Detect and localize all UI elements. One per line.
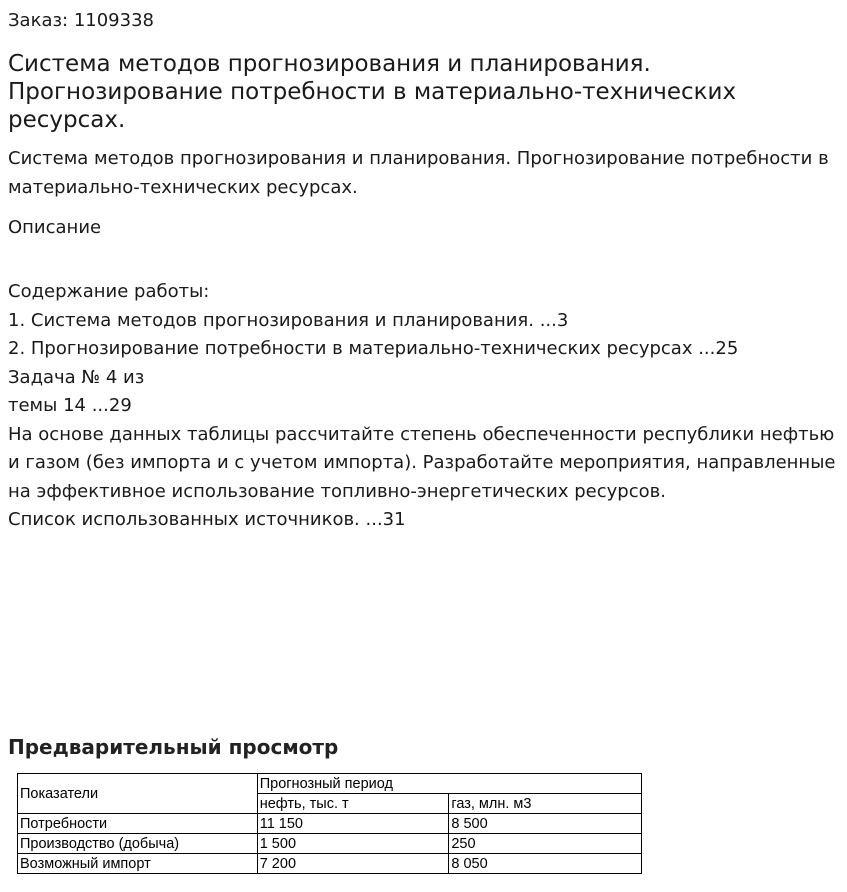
table-row bbox=[18, 814, 642, 834]
content-line: 2. Прогнозирование потребности в материально-технических ресурсах ...25 bbox=[8, 338, 739, 359]
content-line: Содержание работы: bbox=[8, 281, 210, 302]
row-gas-value: 250 bbox=[449, 834, 642, 854]
preview-heading: Предварительный просмотр bbox=[8, 735, 339, 759]
row-oil-value: 7 200 bbox=[257, 854, 449, 874]
row-oil-value: 11 150 bbox=[257, 814, 449, 834]
header-cell-period: Прогнозный период bbox=[257, 774, 641, 794]
row-gas-value: 8 050 bbox=[449, 854, 642, 874]
row-gas-value: 8 500 bbox=[449, 814, 642, 834]
content-line: Задача № 4 из bbox=[8, 366, 145, 388]
page-title: Система методов прогнозирования и планирования. Прогнозирование потребности в материально-технических ресурсах. bbox=[8, 51, 737, 133]
table-header-row bbox=[18, 774, 642, 794]
order-number: Заказ: 1109338 bbox=[8, 10, 154, 31]
description-content bbox=[8, 278, 838, 535]
row-label: Возможный импорт bbox=[18, 854, 258, 874]
table-row bbox=[18, 854, 642, 874]
content-line: 1. Система методов прогнозирования и планирования. ...3 bbox=[8, 309, 569, 331]
row-label: Производство (добыча) bbox=[18, 834, 258, 854]
row-oil-value: 1 500 bbox=[257, 834, 449, 854]
row-label: Потребности bbox=[18, 814, 258, 834]
header-cell-indicator: Показатели bbox=[18, 774, 258, 814]
header-cell-oil: нефть, тыс. т bbox=[257, 794, 449, 814]
content-line: Список использованных источников. ...31 bbox=[8, 509, 406, 530]
header-cell-gas: газ, млн. м3 bbox=[449, 794, 642, 814]
page-subtitle: Система методов прогнозирования и планирования. Прогнозирование потребности в материально-технических ресурсах. bbox=[8, 148, 829, 198]
description-heading: Описание bbox=[8, 217, 102, 238]
preview-table bbox=[17, 773, 642, 874]
content-line: темы 14 ...29 bbox=[8, 395, 132, 416]
content-paragraph: На основе данных таблицы рассчитайте степень обеспеченности республики нефтью и газом (без импорта и с учетом импорта). Разработайте мероприятия, направленные на эффективное использование топливно-энергетических ресурсов. bbox=[8, 423, 836, 502]
table-row bbox=[18, 834, 642, 854]
